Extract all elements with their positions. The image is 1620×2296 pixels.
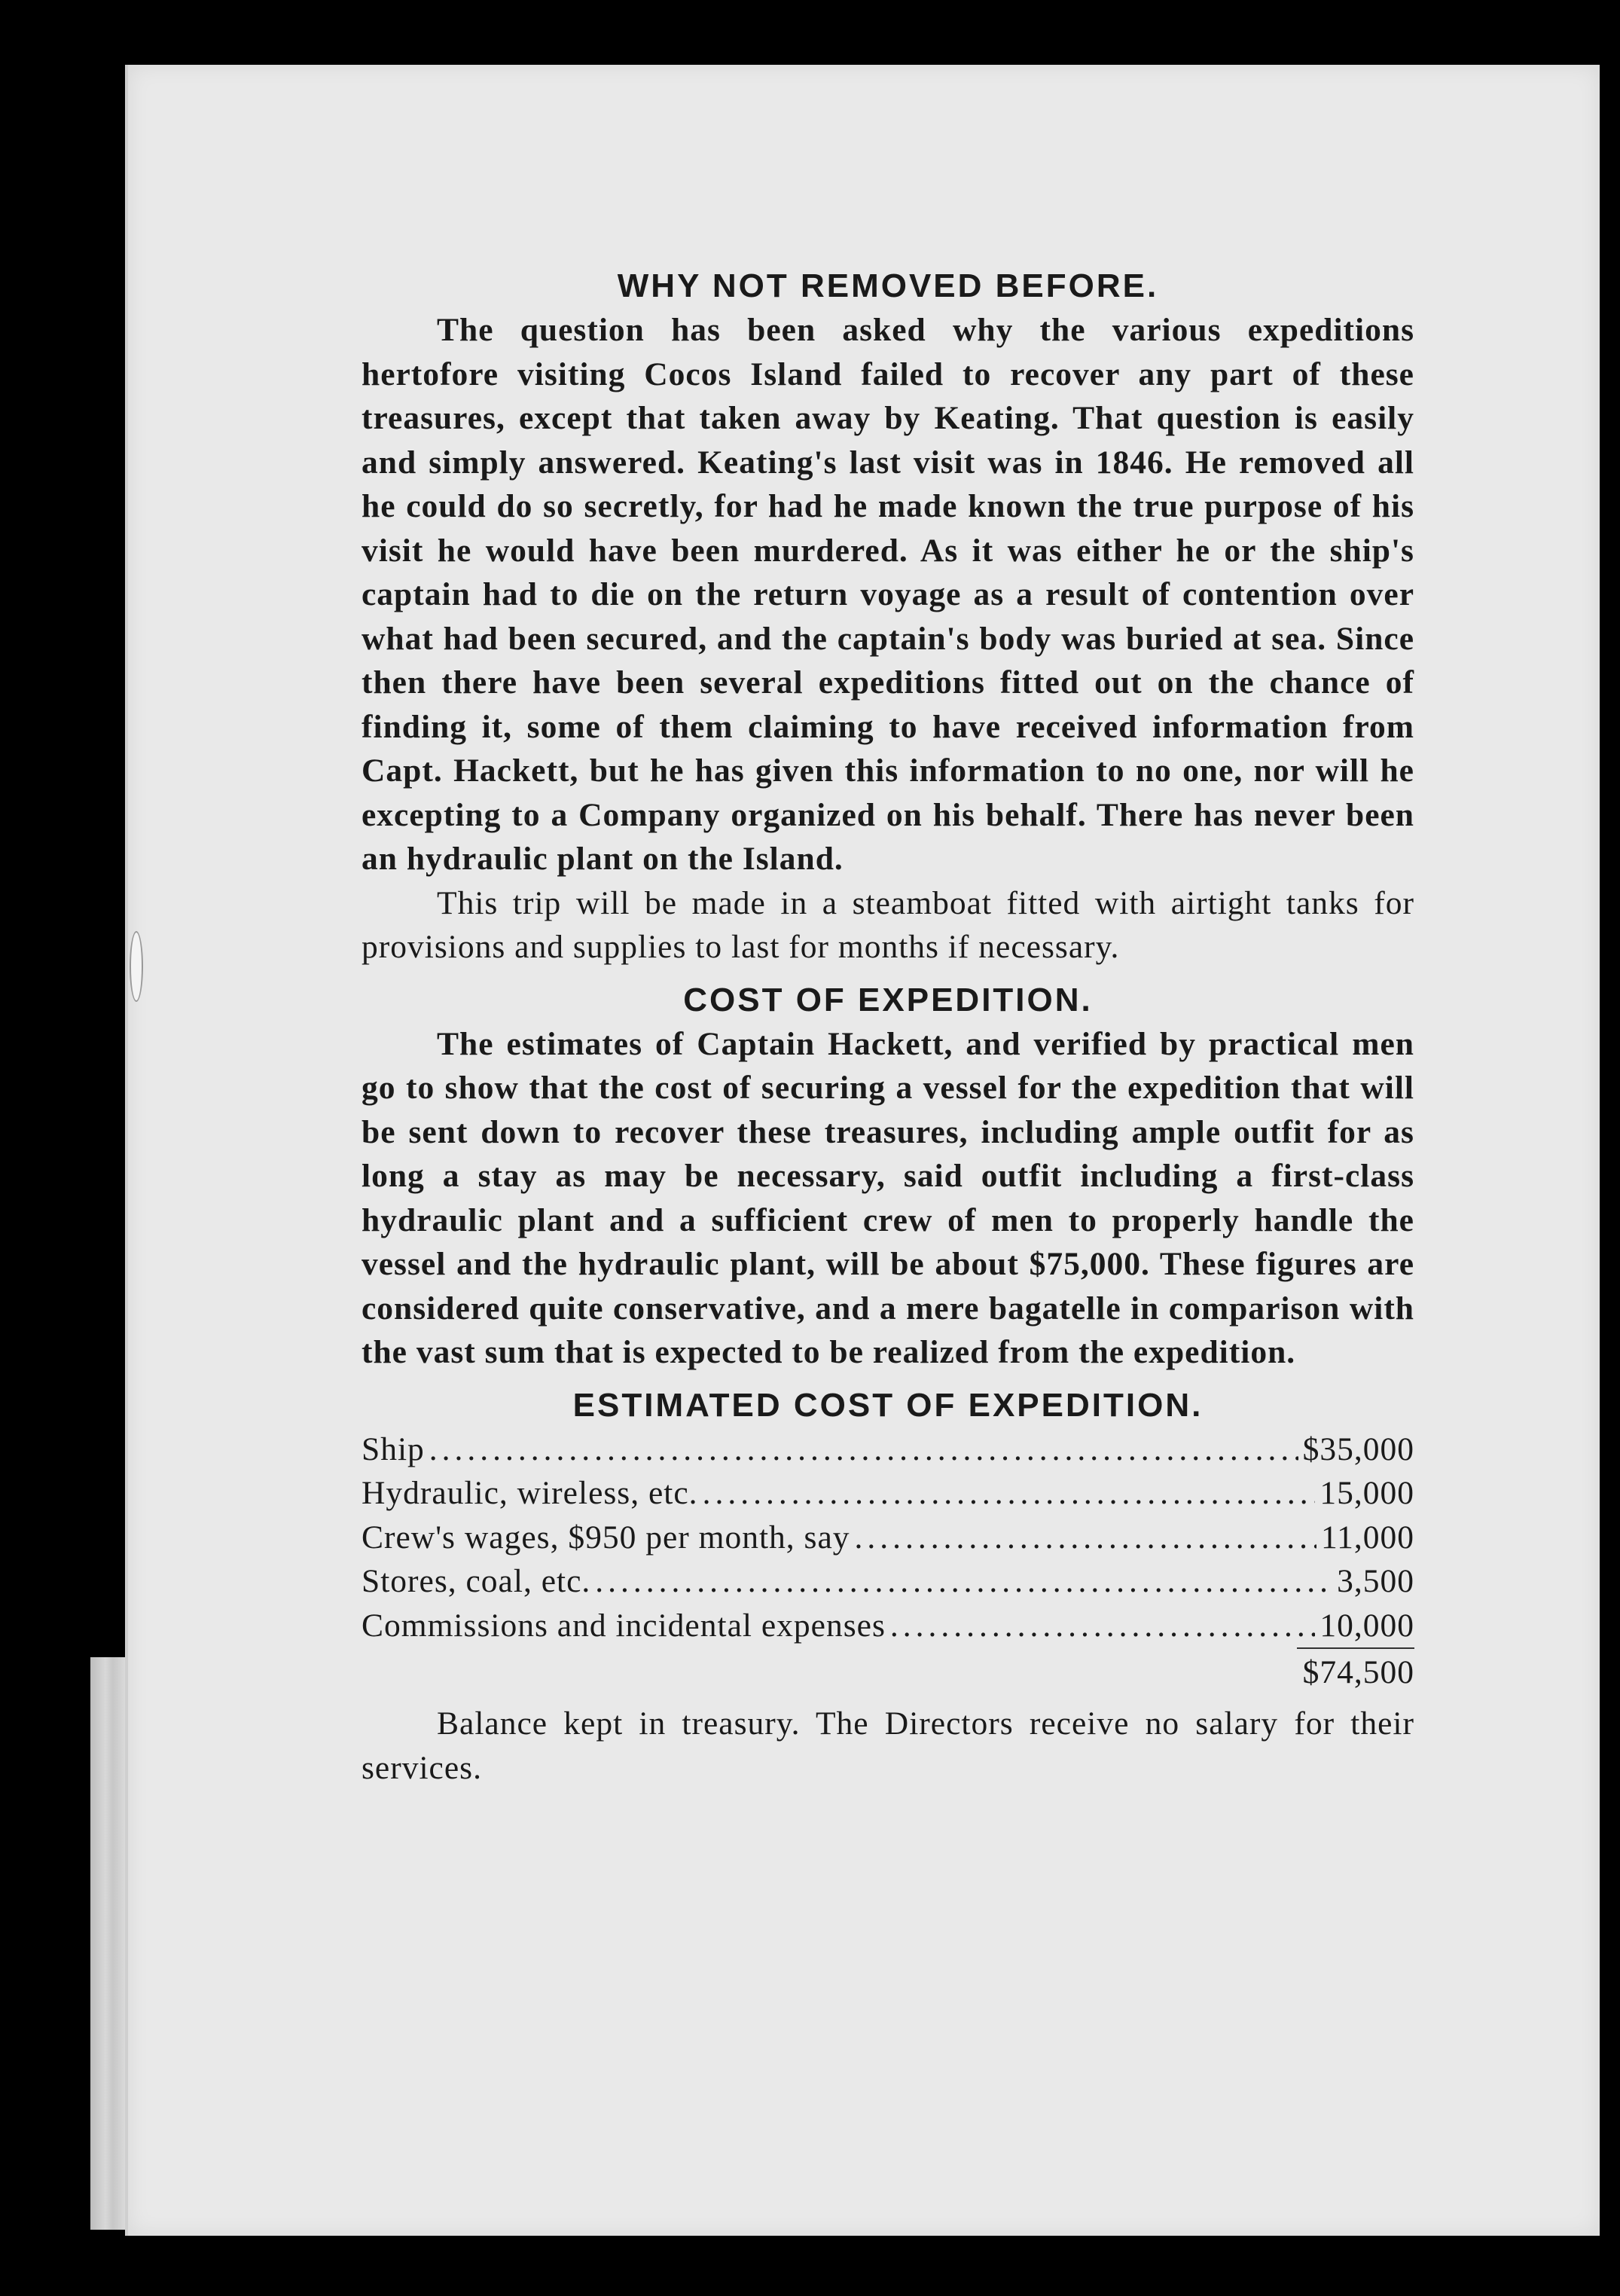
leader-dots — [595, 1559, 1332, 1604]
leader-dots — [429, 1427, 1298, 1472]
cost-row-stores — [362, 1559, 1414, 1604]
cost-total: $74,500 — [1297, 1647, 1414, 1696]
cost-row-hydraulic — [362, 1471, 1414, 1516]
leader-dots — [890, 1604, 1316, 1648]
paragraph-why-not-removed: The question has been asked why the various expeditions hertofore visiting Cocos Island failed to recover any part of these treasures, except that taken away by Keating. That question is easily and simply answered. Keating's last visit was in 1846. He removed all he could do so secretly, for had he made known the true purpose of his visit he would have been murdered. As it was either he or the ship's captain had to die on the return voyage as a result of contention over what had been secured, and the captain's body was buried at sea. Since then there have been several expeditions fitted out on the chance of finding it, some of them claiming to have received information from Capt. Hackett, but he has given this information to no one, nor will he excepting to a Company organized on his behalf. There has never been an hydraulic plant on the Island. — [362, 312, 1414, 877]
heading-estimated-cost: ESTIMATED COST OF EXPEDITION. — [572, 1386, 1204, 1424]
cost-label: Crew's wages, $950 per month, say — [362, 1519, 850, 1556]
cost-row-commissions — [362, 1604, 1414, 1648]
cost-amount: 15,000 — [1319, 1475, 1414, 1511]
cost-label: Hydraulic, wireless, etc. — [362, 1475, 698, 1511]
cost-total-row — [362, 1647, 1414, 1696]
cost-amount: $35,000 — [1302, 1430, 1414, 1467]
cost-label: Stores, coal, etc. — [362, 1563, 591, 1599]
cost-amount: 10,000 — [1319, 1607, 1414, 1644]
cost-row-ship — [362, 1427, 1414, 1472]
page-stack-edge — [90, 1657, 128, 2230]
cost-row-crew-wages — [362, 1516, 1414, 1560]
page-hole-mark — [130, 931, 143, 1002]
cost-label: Ship — [362, 1430, 425, 1467]
cost-amount: 3,500 — [1337, 1563, 1414, 1599]
heading-cost-of-expedition: COST OF EXPEDITION. — [683, 981, 1093, 1018]
cost-table — [362, 1427, 1414, 1648]
heading-why-not-removed: WHY NOT REMOVED BEFORE. — [617, 267, 1159, 304]
leader-dots — [703, 1471, 1316, 1516]
paragraph-cost-estimate: The estimates of Captain Hackett, and verified by practical men go to show that the cost of securing a vessel for the expedition that will be sent down to recover these treasures, including ample outfit for as long a stay as may be necessary, said outfit including a first-class hydraulic plant and a sufficient crew of men to properly handle the vessel and the hydraulic plant, will be about $75,000. These figures are considered quite conservative, and a mere bagatelle in comparison with the vast sum that is expected to be realized from the expedition. — [362, 1025, 1414, 1370]
leader-dots — [855, 1516, 1316, 1560]
cost-label: Commissions and incidental expenses — [362, 1607, 886, 1644]
paragraph-closing: Balance kept in treasury. The Directors receive no salary for their services. — [362, 1705, 1414, 1786]
cost-amount: 11,000 — [1320, 1519, 1414, 1556]
paragraph-steamboat-trip: This trip will be made in a steamboat fitted with airtight tanks for provisions and supplies to last for months if necessary. — [362, 884, 1414, 965]
page-text — [362, 260, 1414, 1790]
